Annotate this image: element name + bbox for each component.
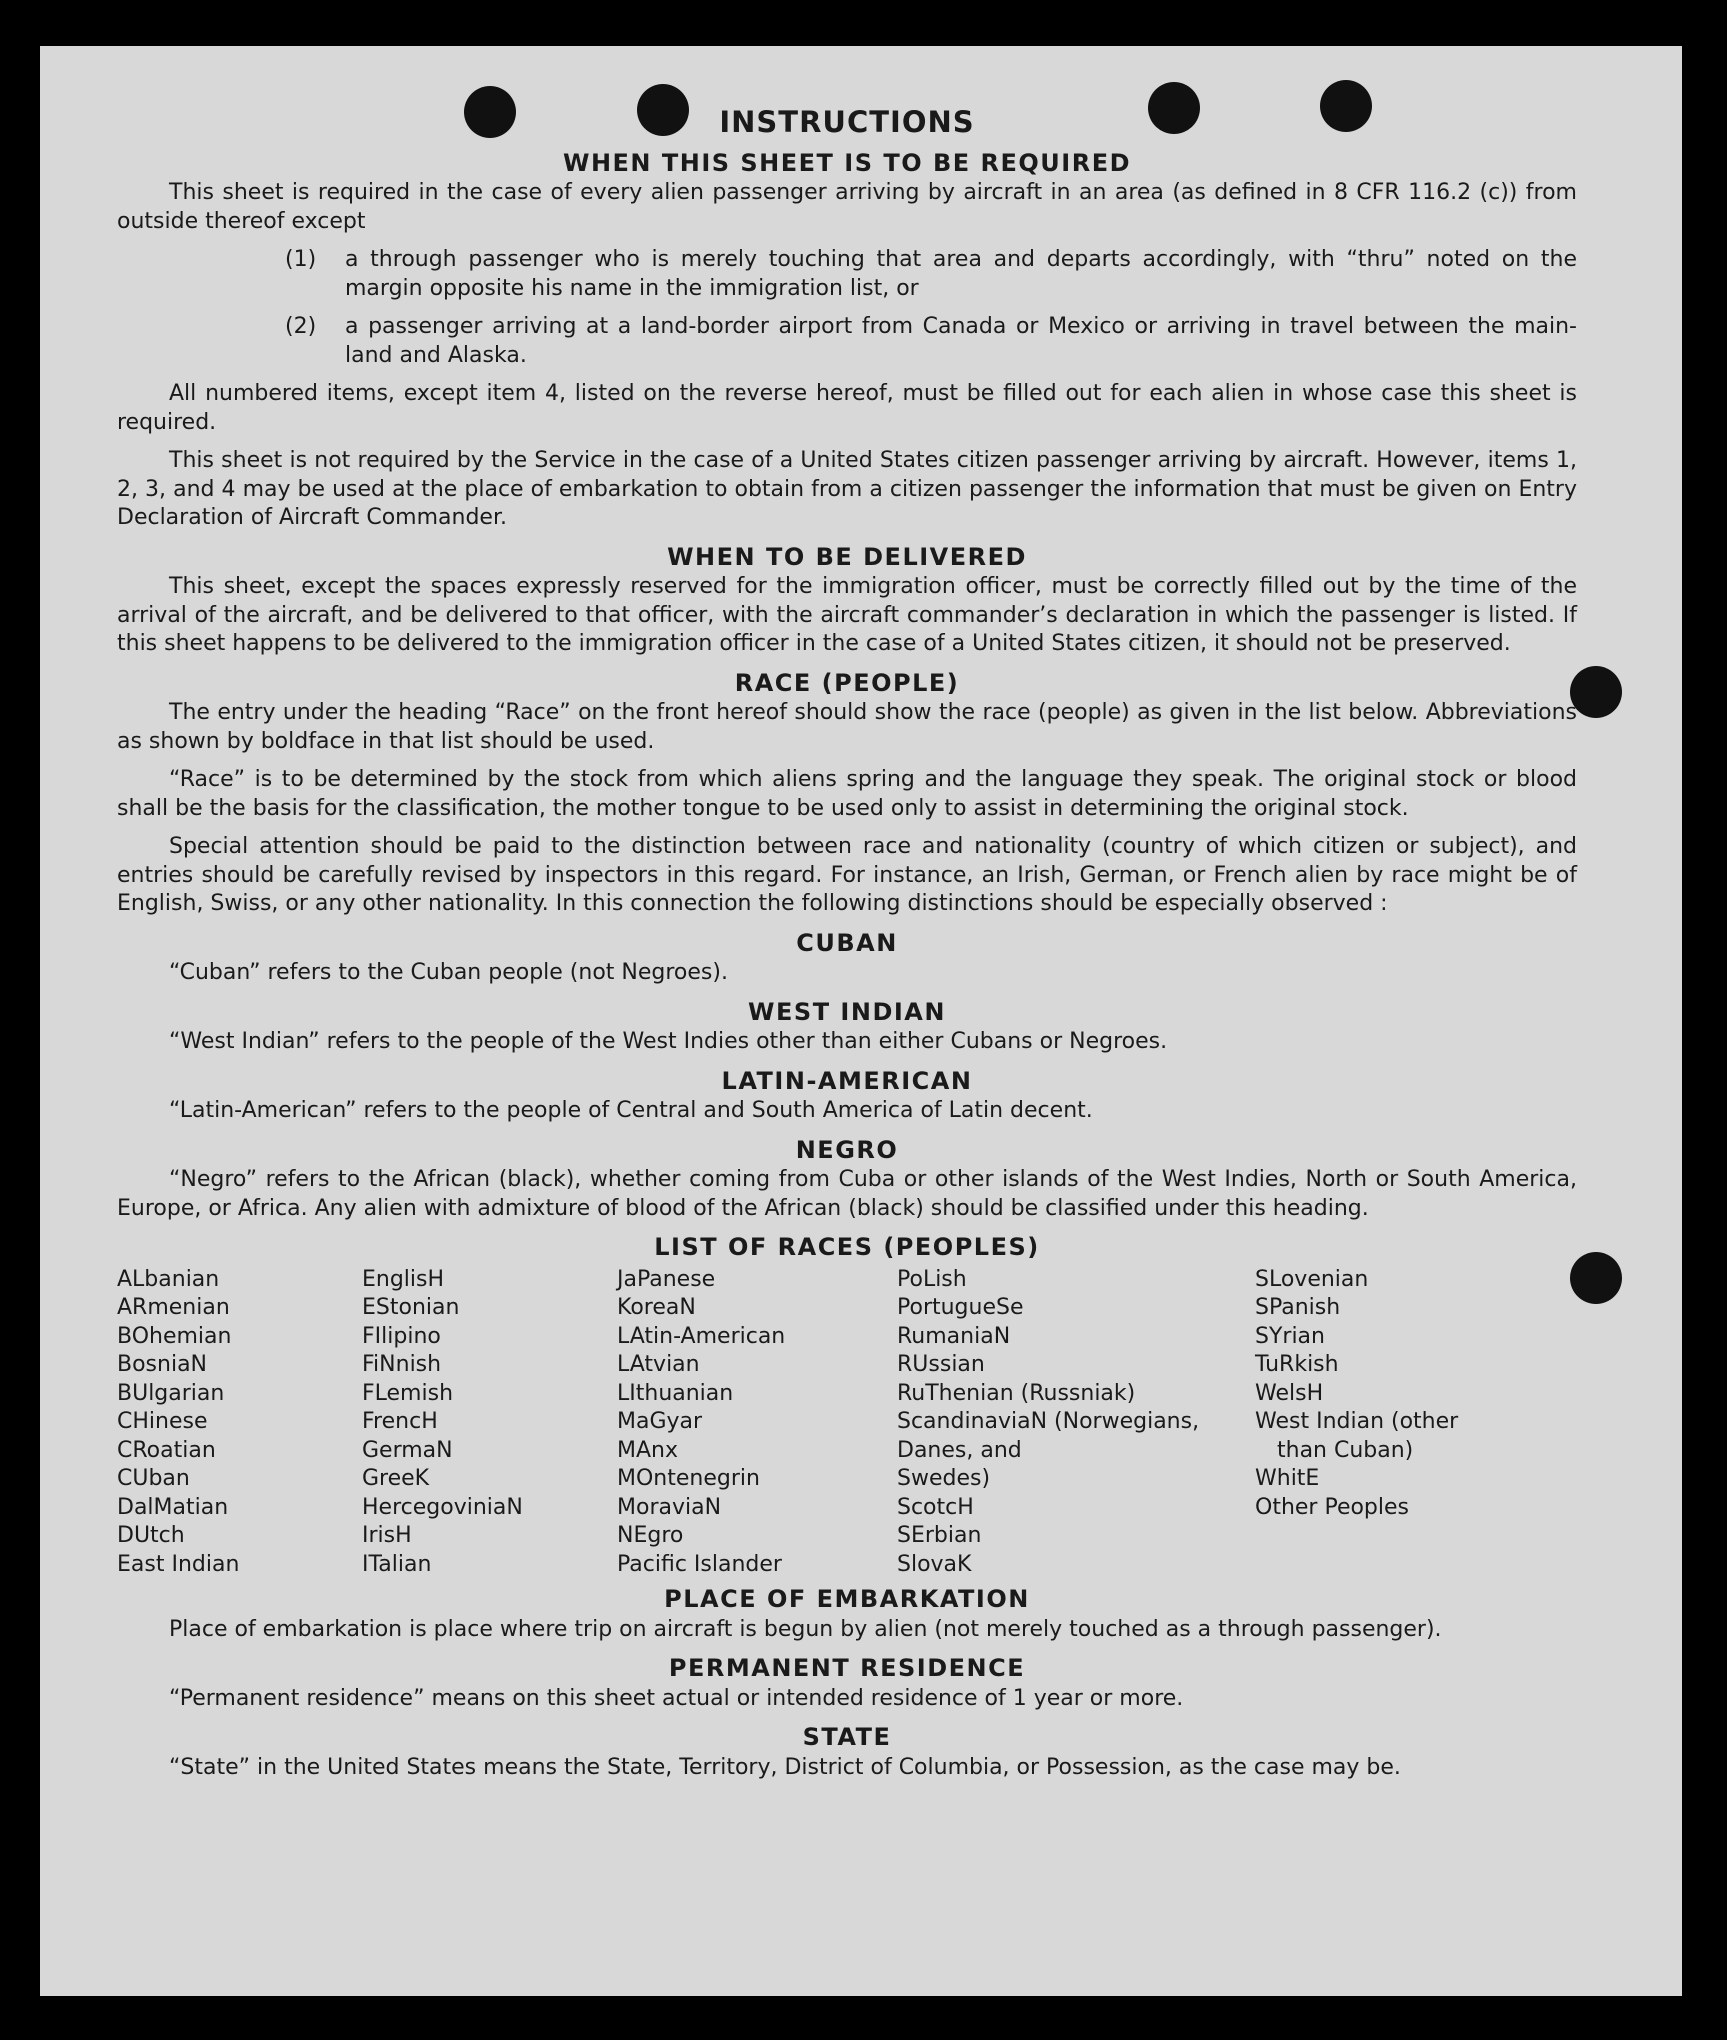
race-entry: SErbian <box>897 1523 982 1548</box>
section-heading: LATIN-AMERICAN <box>721 1066 973 1095</box>
race-entry: RumaniaN <box>897 1323 1011 1349</box>
race-entry: SYrian <box>1255 1323 1325 1349</box>
item-number: (2) <box>285 314 317 339</box>
race-entry: MaGyar <box>617 1409 703 1434</box>
race-entry: TuRkish <box>1255 1352 1339 1377</box>
paragraph: This sheet, except the spaces expressly reserved for the immigration officer, must be correctly filled out by the time of the arrival of the aircraft, and be delivered to that officer, with the aircraft commander’s declaration in which the passenger is listed. If this sheet happens to be delivered to the immigration officer in the case of a United States citizen, it should not be preserved. <box>117 574 1577 656</box>
paragraph: “Latin-American” refers to the people of Central and South America of Latin decent. <box>169 1098 1093 1123</box>
section-heading: PERMANENT RESIDENCE <box>668 1654 1026 1682</box>
paragraph: The entry under the heading “Race” on the front hereof should show the race (people) as given in the list below. Abbreviations as shown by boldface in that list should be used. <box>117 700 1577 754</box>
race-entry: MoraviaN <box>617 1494 722 1520</box>
paragraph: “Negro” refers to the African (black), whether coming from Cuba or other islands of the West Indies, North or South America, Europe, or Africa. Any alien with admixture of blood of the African (black) should be classified under this heading. <box>117 1167 1577 1221</box>
race-entry: SLovenian <box>1255 1266 1369 1292</box>
item-text: a through passenger who is merely touching that area and departs accordingly, with “thru” noted on the margin opposite his name in the immigration list, or <box>345 247 1577 301</box>
race-entry: DUtch <box>117 1523 185 1548</box>
race-entry: RUssian <box>897 1352 985 1377</box>
race-entry: FIlipino <box>362 1323 441 1349</box>
race-entry: than Cuban) <box>1277 1437 1414 1463</box>
paragraph: This sheet is not required by the Service in the case of a United States citizen passenger arriving by aircraft. However, items 1, 2, 3, and 4 may be used at the place of embarkation to obtain from a citizen passenger the information that must be given on Entry Declaration of Aircraft Commander. <box>117 448 1577 530</box>
race-entry: FiNnish <box>362 1352 442 1377</box>
race-entry: BosniaN <box>117 1352 208 1377</box>
race-entry: MAnx <box>617 1437 678 1463</box>
race-entry: EStonian <box>362 1295 460 1320</box>
race-entry: GreeK <box>362 1466 430 1491</box>
paragraph: “Permanent residence” means on this sheet actual or intended residence of 1 year or more. <box>169 1685 1184 1711</box>
paragraph: All numbered items, except item 4, listed on the reverse hereof, must be filled out for each alien in whose case this sheet is required. <box>117 381 1577 435</box>
race-entry: SPanish <box>1255 1295 1341 1320</box>
race-entry: PortugueSe <box>897 1295 1024 1320</box>
race-entry: Other Peoples <box>1255 1494 1410 1520</box>
race-entry: NEgro <box>617 1523 684 1548</box>
race-entry: ScandinaviaN (Norwegians, <box>897 1409 1200 1434</box>
paragraph: Special attention should be paid to the distinction between race and nationality (country of which citizen or subject), and entries should be carefully revised by inspectors in this regard. For instance, an Irish, German, or French alien by race might be of English, Swiss, or any other nationality. In this connection the following distinctions should be especially observed : <box>117 834 1577 916</box>
race-entry: CRoatian <box>117 1437 216 1463</box>
races-column <box>362 1266 617 1580</box>
section-heading: STATE <box>802 1723 892 1751</box>
race-entry: RuThenian (Russniak) <box>897 1380 1136 1406</box>
race-entry: ALbanian <box>117 1266 220 1292</box>
race-entry: LAtvian <box>617 1352 700 1377</box>
race-entry: Danes, and <box>897 1437 1022 1463</box>
paragraph: “State” in the United States means the State, Territory, District of Columbia, or Possession, as the case may be. <box>169 1754 1401 1780</box>
section-heading: RACE (PEOPLE) <box>734 668 960 697</box>
list-item <box>117 313 1577 370</box>
instructions-content <box>117 105 1577 1792</box>
race-entry: WelsH <box>1255 1380 1324 1406</box>
paragraph: “Cuban” refers to the Cuban people (not Negroes). <box>169 960 728 985</box>
race-entry: CUban <box>117 1466 190 1491</box>
races-column <box>117 1266 362 1580</box>
race-entry: ARmenian <box>117 1295 230 1320</box>
race-entry: CHinese <box>117 1409 208 1434</box>
paragraph: “West Indian” refers to the people of the West Indies other than either Cubans or Negroes. <box>169 1029 1168 1054</box>
section-heading: WEST INDIAN <box>748 997 946 1026</box>
paragraph: Place of embarkation is place where trip on aircraft is begun by alien (not merely touched as a through passenger). <box>169 1616 1442 1642</box>
races-column <box>1255 1266 1555 1580</box>
race-entry: GermaN <box>362 1437 453 1463</box>
section-heading: NEGRO <box>795 1135 899 1164</box>
race-entry: FLemish <box>362 1380 454 1406</box>
paragraph: “Race” is to be determined by the stock from which aliens spring and the language they speak. The original stock or blood shall be the basis for the classification, the mother tongue to be used only to assist in determining the original stock. <box>117 767 1577 821</box>
race-entry: PoLish <box>897 1266 967 1292</box>
paragraph: This sheet is required in the case of every alien passenger arriving by aircraft in an area (as defined in 8 CFR 116.2 (c)) from outside thereof except <box>117 180 1577 234</box>
race-entry: MOntenegrin <box>617 1466 760 1491</box>
race-entry: HercegoviniaN <box>362 1494 523 1520</box>
race-entry: KoreaN <box>617 1295 696 1320</box>
race-entry: FrencH <box>362 1409 438 1434</box>
race-entry: DalMatian <box>117 1494 229 1520</box>
item-text: a passenger arriving at a land-border airport from Canada or Mexico or arriving in travel between the main-land and Alaska. <box>345 314 1577 368</box>
section-heading: PLACE OF EMBARKATION <box>664 1585 1030 1613</box>
races-list <box>117 1266 1577 1580</box>
race-entry: EnglisH <box>362 1266 445 1292</box>
race-entry: Swedes) <box>897 1466 991 1491</box>
race-entry: LIthuanian <box>617 1380 734 1406</box>
race-entry: LAtin-American <box>617 1323 786 1349</box>
punch-hole <box>1570 666 1622 718</box>
race-entry: ScotcH <box>897 1494 974 1520</box>
section-heading: WHEN THIS SHEET IS TO BE REQUIRED <box>562 148 1132 177</box>
race-entry: BUlgarian <box>117 1380 225 1406</box>
list-item <box>117 246 1577 303</box>
race-entry: IrisH <box>362 1523 412 1548</box>
race-entry: ITalian <box>362 1551 432 1577</box>
item-number: (1) <box>285 247 317 272</box>
section-heading: CUBAN <box>796 928 898 957</box>
races-column <box>617 1266 897 1580</box>
race-entry: Pacific Islander <box>617 1551 782 1577</box>
race-entry: BOhemian <box>117 1323 232 1349</box>
race-entry: JaPanese <box>617 1266 716 1292</box>
race-entry: SlovaK <box>897 1551 972 1577</box>
race-entry: WhitE <box>1255 1466 1320 1491</box>
race-entry: West Indian (other <box>1255 1409 1459 1434</box>
races-column <box>897 1266 1255 1580</box>
race-entry: East Indian <box>117 1551 240 1577</box>
section-heading: LIST OF RACES (PEOPLES) <box>654 1233 1040 1261</box>
page-title: INSTRUCTIONS <box>719 105 975 139</box>
punch-hole <box>1570 1252 1622 1304</box>
section-heading: WHEN TO BE DELIVERED <box>667 542 1027 571</box>
